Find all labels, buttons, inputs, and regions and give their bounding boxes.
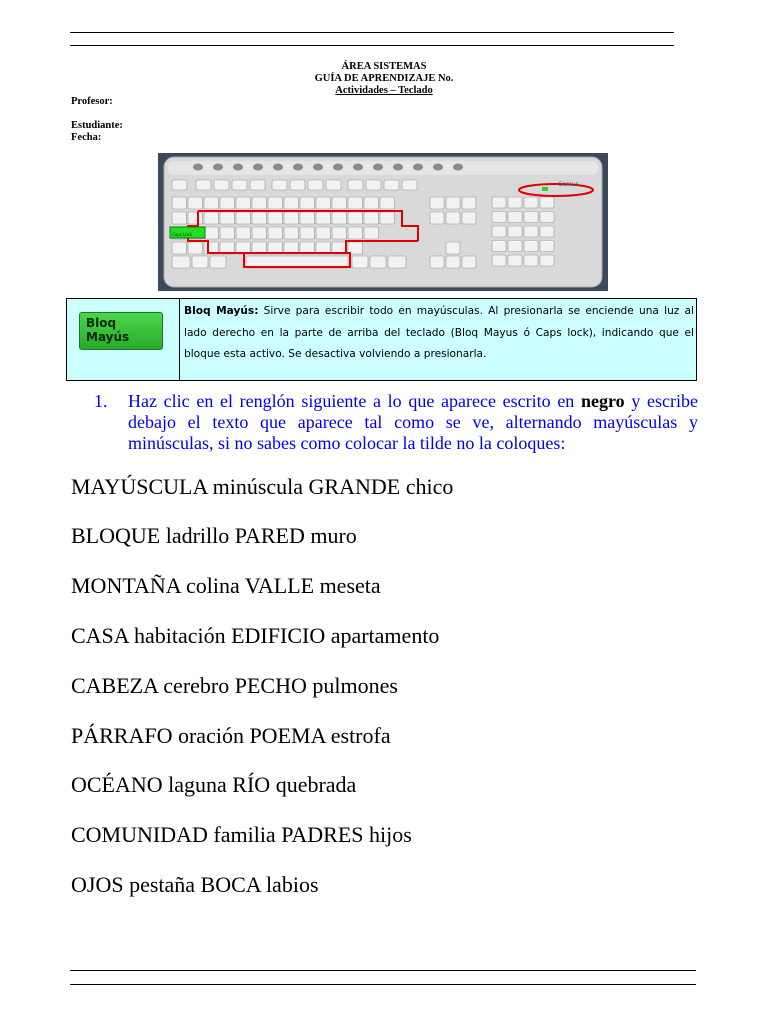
media-button: [193, 164, 203, 171]
keyboard-key: [524, 212, 538, 223]
info-table: [66, 298, 697, 381]
word-line-4[interactable]: CASA habitación EDIFICIO apartamento: [71, 623, 440, 648]
keyboard-key: [300, 227, 315, 239]
keyboard-key: [188, 197, 203, 209]
keyboard-key: [316, 227, 331, 239]
media-button: [253, 164, 263, 171]
keyboard-key: [366, 180, 381, 190]
keyboard-key: [540, 197, 554, 208]
keyboard-key: [220, 227, 235, 239]
info-description-cell: [184, 301, 694, 366]
top-rule-2: [70, 45, 674, 46]
keyboard-key: [388, 256, 406, 268]
word-line-7[interactable]: OCÉANO laguna RÍO quebrada: [71, 772, 357, 797]
key-label-line2: Mayús: [86, 330, 130, 344]
keyboard-key: [332, 212, 347, 224]
activity-title: Actividades – Teclado: [335, 85, 433, 96]
fecha-label: Fecha:: [71, 132, 102, 143]
keyboard-key: [300, 212, 315, 224]
instruction-number: 1.: [94, 391, 108, 411]
media-button: [433, 164, 443, 171]
word-line-1[interactable]: MAYÚSCULA minúscula GRANDE chico: [71, 474, 454, 499]
media-button: [313, 164, 323, 171]
keyboard-key: [268, 227, 283, 239]
keyboard-key: [204, 227, 219, 239]
area-title: ÁREA SISTEMAS: [341, 61, 427, 72]
keyboard-key: [326, 180, 341, 190]
keyboard-key: [308, 180, 323, 190]
media-button: [353, 164, 363, 171]
keyboard-key: [384, 180, 399, 190]
keyboard-key: [508, 212, 522, 223]
keyboard-key: [540, 212, 554, 223]
keyboard-key: [214, 180, 229, 190]
word-line-5[interactable]: CABEZA cerebro PECHO pulmones: [71, 673, 398, 698]
keyboard-key: [268, 197, 283, 209]
bloq-mayus-key: [79, 312, 163, 350]
media-button: [393, 164, 403, 171]
instruction-bold-word: negro: [581, 391, 625, 411]
keyboard-image: [158, 153, 608, 291]
keyboard-key: [192, 256, 208, 268]
keyboard-key: [188, 242, 203, 254]
media-button: [233, 164, 243, 171]
keyboard-key: [508, 197, 522, 208]
keyboard-key: [462, 197, 476, 209]
keyboard-key: [268, 212, 283, 224]
keyboard-key: [236, 227, 251, 239]
keyboard-key: [316, 212, 331, 224]
keyboard-key: [380, 212, 395, 224]
keyboard-key: [462, 256, 476, 268]
keyboard-key: [252, 212, 267, 224]
keyboard-key: [284, 197, 299, 209]
media-button: [293, 164, 303, 171]
keyboard-key: [402, 180, 417, 190]
info-term: Bloq Mayús:: [184, 305, 259, 317]
media-button: [273, 164, 283, 171]
media-button: [213, 164, 223, 171]
keyboard-key: [430, 197, 444, 209]
keyboard-key: [272, 180, 287, 190]
guide-title: GUÍA DE APRENDIZAJE No.: [314, 73, 454, 84]
keyboard-key: [348, 212, 363, 224]
estudiante-label: Estudiante:: [71, 120, 123, 131]
keyboard-key: [332, 197, 347, 209]
keyboard-key: [364, 212, 379, 224]
keyboard-key: [220, 212, 235, 224]
keyboard-key: [508, 226, 522, 237]
keyboard-key: [172, 212, 187, 224]
media-button: [453, 164, 463, 171]
keyboard-key: [446, 256, 460, 268]
key-label-line1: Bloq: [86, 316, 117, 330]
keyboard-key: [364, 227, 379, 239]
keyboard-key: [492, 226, 506, 237]
keyboard-key: [370, 256, 386, 268]
keyboard-key: [524, 197, 538, 208]
keyboard-key: [188, 212, 203, 224]
keyboard-key: [284, 227, 299, 239]
keyboard-key: [524, 255, 538, 266]
keyboard-key: [220, 197, 235, 209]
keyboard-key: [172, 256, 190, 268]
word-line-8[interactable]: COMUNIDAD familia PADRES hijos: [71, 822, 412, 847]
keyboard-key: [172, 242, 187, 254]
instruction-text: [128, 391, 698, 454]
keyboard-key: [508, 255, 522, 266]
keyboard-key: [316, 197, 331, 209]
word-line-6[interactable]: PÁRRAFO oración POEMA estrofa: [71, 723, 391, 748]
keyboard-key: [204, 212, 219, 224]
keyboard-key: [300, 197, 315, 209]
keyboard-key: [540, 255, 554, 266]
brand-logo: Genius: [558, 181, 579, 188]
keyboard-key: [204, 197, 219, 209]
keyboard-key: [430, 212, 444, 224]
info-description: Sirve para escribir todo en mayúsculas. Al presionarla se enciende una luz al lado derecho en la parte de arriba del teclado (Bloq Mayus ó Caps lock), indicando que el bloque esta activo. Se desactiva volviendo a presionarla.: [184, 305, 694, 360]
keyboard-key: [492, 241, 506, 252]
keyboard-key: [524, 241, 538, 252]
keyboard-key: [446, 197, 460, 209]
word-line-9[interactable]: OJOS pestaña BOCA labios: [71, 872, 319, 897]
keyboard-key: [364, 197, 379, 209]
keyboard-key: [492, 197, 506, 208]
info-key-cell: [67, 299, 180, 380]
keyboard-key: [236, 212, 251, 224]
media-button: [413, 164, 423, 171]
keyboard-key: [284, 212, 299, 224]
word-line-3[interactable]: MONTAÑA colina VALLE meseta: [71, 573, 381, 598]
keyboard-key: [430, 256, 444, 268]
keyboard-key: [172, 180, 187, 190]
keyboard-key: [332, 227, 347, 239]
keyboard-key: [348, 180, 363, 190]
keyboard-key: [524, 226, 538, 237]
keyboard-key: [540, 226, 554, 237]
keyboard-key: [492, 255, 506, 266]
keyboard-key: [252, 197, 267, 209]
keyboard-key: [210, 256, 226, 268]
keyboard-key: [540, 241, 554, 252]
top-rule-1: [70, 32, 674, 33]
keyboard-key: [172, 197, 187, 209]
keyboard-key: [232, 180, 247, 190]
keyboard-key: [352, 256, 368, 268]
bottom-rule-1: [70, 970, 696, 971]
media-button: [373, 164, 383, 171]
keyboard-key: [446, 212, 460, 224]
instruction-text-after: y escribe debajo el texto que aparece tal como se ve, alternando mayúsculas y minúsculas, si no sabes como colocar la tilde no la coloques:: [128, 391, 699, 453]
keyboard-key: [252, 227, 267, 239]
keyboard-key: [348, 227, 363, 239]
instruction: [94, 391, 698, 454]
keyboard-key: [508, 241, 522, 252]
keyboard-key: [250, 180, 265, 190]
profesor-label: Profesor:: [71, 96, 113, 107]
keyboard-key: [462, 212, 476, 224]
keyboard-key: [196, 180, 211, 190]
keyboard-key: [492, 212, 506, 223]
media-button: [333, 164, 343, 171]
keyboard-key: [348, 197, 363, 209]
instruction-text-before: Haz clic en el renglón siguiente a lo que aparece escrito en: [128, 391, 581, 411]
keyboard-key: [236, 197, 251, 209]
word-line-2[interactable]: BLOQUE ladrillo PARED muro: [71, 523, 357, 548]
keyboard-key: [290, 180, 305, 190]
caps-lock-key-label: Caps Lock: [172, 232, 193, 237]
bottom-rule-2: [70, 984, 696, 985]
keyboard-key: [446, 242, 460, 254]
keyboard-key: [380, 197, 395, 209]
